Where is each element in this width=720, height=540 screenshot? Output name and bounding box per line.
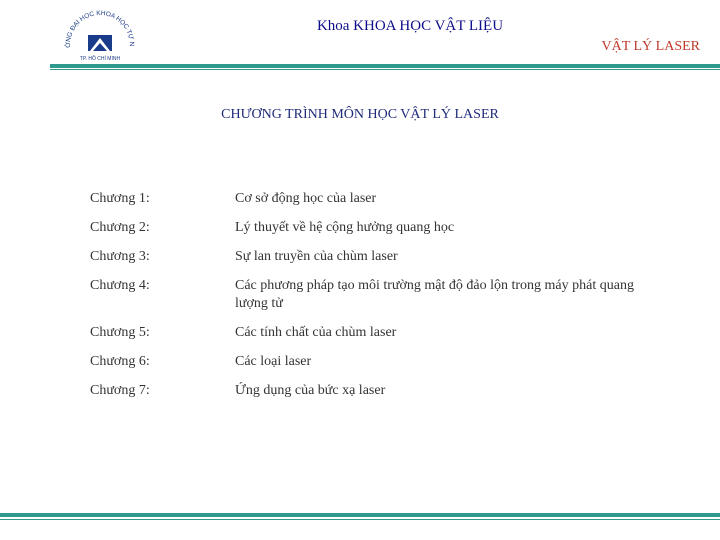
- chapter-number: Chương 4:: [90, 278, 150, 293]
- course-name: VẬT LÝ LASER: [601, 39, 700, 54]
- chapter-row: [90, 353, 690, 371]
- chapter-title: Các phương pháp tạo môi trường mật độ đảo lộn trong máy phát quang lượng tử: [235, 278, 634, 311]
- chapter-row: [90, 248, 690, 266]
- chapter-row: [90, 324, 690, 342]
- chapter-row: [90, 277, 690, 313]
- logo-text-top: ỜNG ĐẠI HỌC KHOA HỌC TỰ N: [64, 9, 136, 48]
- chapter-number: Chương 3:: [90, 249, 150, 264]
- chapter-number: Chương 7:: [90, 383, 150, 398]
- header-rule-thin: [50, 69, 720, 70]
- chapter-number: Chương 5:: [90, 325, 150, 340]
- chapter-row: [90, 382, 690, 400]
- header-rule: [50, 64, 720, 68]
- footer-rule-thin: [0, 519, 720, 520]
- logo-text-bottom: TP. HỒ CHÍ MINH: [79, 56, 121, 62]
- chapter-title: Các loại laser: [235, 354, 312, 369]
- chapter-number: Chương 6:: [90, 354, 150, 369]
- chapter-title: Lý thuyết về hệ cộng hưởng quang học: [235, 220, 455, 235]
- chapter-title: Các tính chất của chùm laser: [235, 325, 397, 340]
- chapter-title: Ứng dụng của bức xạ laser: [235, 383, 386, 398]
- faculty-name: Khoa KHOA HỌC VẬT LIỆU: [316, 18, 504, 34]
- chapter-title: Cơ sở động học của laser: [235, 191, 377, 206]
- chapter-row: [90, 190, 690, 208]
- chapter-number: Chương 2:: [90, 220, 150, 235]
- chapter-list: [90, 190, 690, 411]
- footer-rule: [0, 513, 720, 517]
- university-logo: [60, 5, 140, 67]
- chapter-row: [90, 219, 690, 237]
- chapter-number: Chương 1:: [90, 191, 150, 206]
- university-seal-icon: [60, 5, 140, 67]
- page-title: CHƯƠNG TRÌNH MÔN HỌC VẬT LÝ LASER: [221, 107, 499, 122]
- chapter-title: Sự lan truyền của chùm laser: [235, 249, 398, 264]
